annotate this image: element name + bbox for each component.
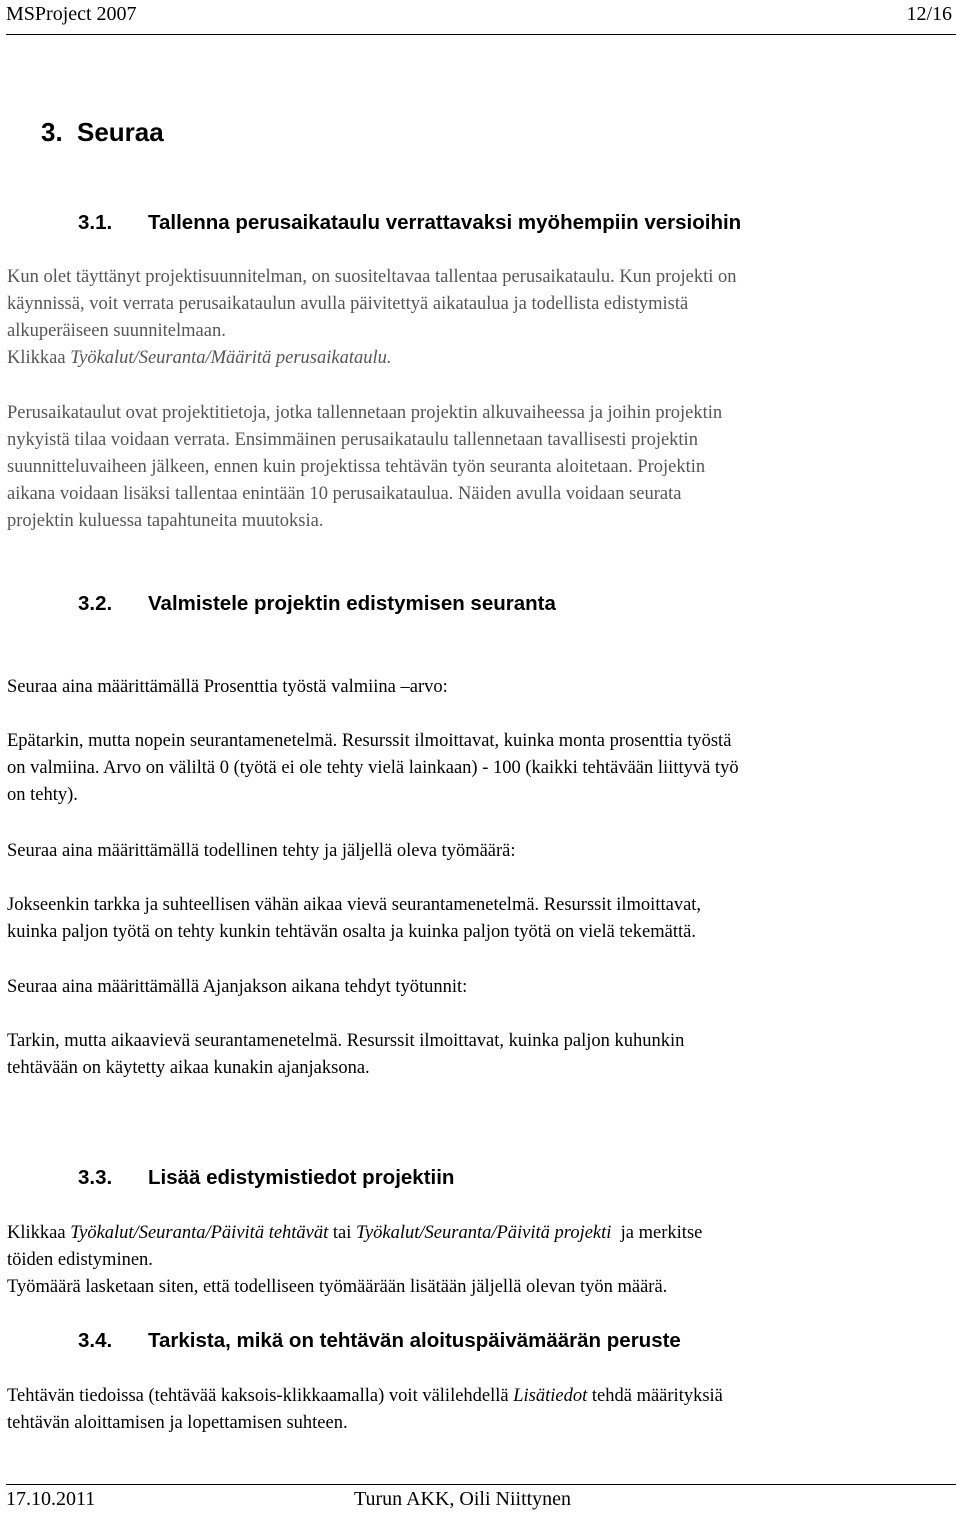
paragraph-line: kuinka paljon työtä on tehty kunkin tehtävän osalta ja kuinka paljon työtä on vielä tekemättä.	[7, 922, 696, 942]
section-3-1-number: 3.1.	[78, 211, 113, 234]
paragraph-line: Työmäärä lasketaan siten, että todelliseen työmäärään lisätään jäljellä olevan työn määrä.	[7, 1277, 668, 1297]
paragraph-line: on tehty).	[7, 785, 78, 805]
paragraph-line: on valmiina. Arvo on väliltä 0 (työtä ei ole tehty vielä lainkaan) - 100 (kaikki tehtävään liittyvä työ	[7, 758, 739, 778]
method-3-intro	[7, 974, 955, 1001]
paragraph-line: nykyistä tilaa voidaan verrata. Ensimmäinen perusaikataulu tallennetaan tavallisesti projektin	[7, 430, 698, 450]
paragraph-line: Perusaikataulut ovat projektitietoja, jotka tallennetaan projektin alkuvaiheessa ja joihin projektin	[7, 403, 723, 423]
text-run: Tehtävän tiedoissa (tehtävää kaksois-klikkaamalla) voit välilehdellä	[7, 1386, 514, 1406]
method-1-intro	[7, 674, 955, 701]
section-3-title: Seuraa	[77, 117, 164, 147]
method-1-description	[7, 728, 955, 809]
paragraph-line: käynnissä, voit verrata perusaikataulun avulla päivitettyä aikataulua ja todellista edistymistä	[7, 294, 689, 314]
method-3-description	[7, 1028, 955, 1082]
section-3-4-number: 3.4.	[78, 1329, 113, 1352]
progress-update-paragraph	[7, 1220, 955, 1301]
footer-rule	[6, 1484, 956, 1485]
paragraph-line: alkuperäiseen suunnitelmaan.	[7, 321, 226, 341]
paragraph-line: aikana voidaan lisäksi tallentaa enintään 10 perusaikataulua. Näiden avulla voidaan seurata	[7, 484, 682, 504]
menu-instruction	[7, 345, 955, 372]
header-doc-title: MSProject 2007	[6, 3, 137, 25]
paragraph-line	[7, 1220, 955, 1247]
menu-path-update-project: Työkalut/Seuranta/Päivitä projekti	[356, 1223, 612, 1243]
section-3-1-title: Tallenna perusaikataulu verrattavaksi myöhempiin versioihin	[148, 211, 742, 234]
paragraph-line: Epätarkin, mutta nopein seurantamenetelmä. Resurssit ilmoittavat, kuinka monta prosenttia työstä	[7, 731, 732, 751]
paragraph-line: Seuraa aina määrittämällä Ajanjakson aikana tehdyt työtunnit:	[7, 977, 468, 997]
paragraph-line: Tarkin, mutta aikaavievä seurantamenetelmä. Resurssit ilmoittavat, kuinka paljon kuhunkin	[7, 1031, 685, 1051]
method-2-description	[7, 892, 955, 946]
paragraph-line: tehtävän aloittamisen ja lopettamisen suhteen.	[7, 1413, 348, 1433]
paragraph-line: tehtävään on käytetty aikaa kunakin ajanjaksona.	[7, 1058, 370, 1078]
footer-date: 17.10.2011	[6, 1488, 96, 1510]
baseline-intro-paragraph	[7, 264, 955, 372]
header-rule	[6, 34, 956, 35]
text-run: ja merkitse	[611, 1223, 703, 1243]
baseline-description-paragraph	[7, 400, 955, 535]
footer-author: Turun AKK, Oili Niittynen	[354, 1488, 572, 1510]
text-run: tehdä määrityksiä	[587, 1386, 723, 1406]
paragraph-line: töiden edistyminen.	[7, 1250, 153, 1270]
instruction-prefix: Klikkaa	[7, 348, 71, 368]
method-2-intro	[7, 838, 955, 865]
header-page-number: 12/16	[906, 3, 952, 25]
start-date-paragraph	[7, 1383, 955, 1437]
section-3-2-number: 3.2.	[78, 592, 113, 615]
text-run: tai	[328, 1223, 357, 1243]
paragraph-line: Jokseenkin tarkka ja suhteellisen vähän aikaa vievä seurantamenetelmä. Resurssit ilmoittavat,	[7, 895, 702, 915]
section-3-4-title: Tarkista, mikä on tehtävän aloituspäivämäärän peruste	[148, 1329, 681, 1352]
section-3-3-title: Lisää edistymistiedot projektiin	[148, 1166, 455, 1189]
paragraph-line: Seuraa aina määrittämällä Prosenttia työstä valmiina –arvo:	[7, 677, 448, 697]
paragraph-line: projektin kuluessa tapahtuneita muutoksia.	[7, 511, 324, 531]
section-3-number: 3.	[41, 117, 63, 147]
paragraph-line: Seuraa aina määrittämällä todellinen tehty ja jäljellä oleva työmäärä:	[7, 841, 516, 861]
section-3-3-number: 3.3.	[78, 1166, 113, 1189]
paragraph-line: Kun olet täyttänyt projektisuunnitelman, on suositeltavaa tallentaa perusaikataulu. Kun projekti on	[7, 267, 737, 287]
menu-path: Työkalut/Seuranta/Määritä perusaikataulu.	[70, 348, 392, 368]
menu-path-update-tasks: Työkalut/Seuranta/Päivitä tehtävät	[70, 1223, 329, 1243]
paragraph-line	[7, 1383, 955, 1410]
paragraph-line: suunnitteluvaiheen jälkeen, ennen kuin projektissa tehtävän työn seuranta aloitetaan. Projektin	[7, 457, 706, 477]
text-run: Klikkaa	[7, 1223, 71, 1243]
tab-name-lisatiedot: Lisätiedot	[513, 1386, 588, 1406]
section-3-2-title: Valmistele projektin edistymisen seuranta	[148, 592, 556, 615]
